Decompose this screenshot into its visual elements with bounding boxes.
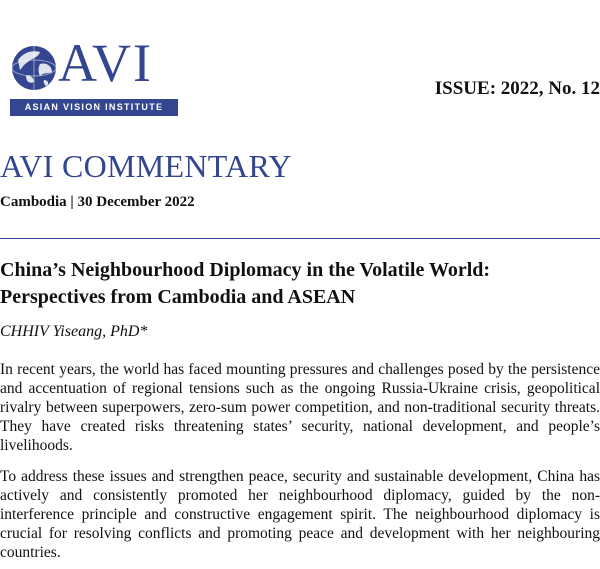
body-paragraph: To address these issues and strengthen peace, security and sustainable development, China has actively and consistently promoted her neighbourhood diplomacy, guided by the non-interference principle and constructive engagement spirit. The neighbourhood diplomacy is crucial for resolving conflicts and promoting peace and development with her neighbouring countries. (0, 468, 600, 561)
logo-letters: AVI (58, 33, 154, 93)
article-title: China’s Neighbourhood Diplomacy in the Volatile World: Perspectives from Cambodia and ASEAN (0, 259, 491, 308)
logo-banner: ASIAN VISION INSTITUTE (10, 99, 178, 116)
issue-number: ISSUE: 2022, No. 12 (434, 78, 600, 99)
header-divider (0, 238, 600, 239)
avi-logo (10, 33, 182, 118)
series-title: AVI COMMENTARY (0, 148, 292, 184)
author-byline: CHHIV Yiseang, PhD* (0, 323, 148, 340)
body-paragraph: In recent years, the world has faced mounting pressures and challenges posed by the persistence and accentuation of regional tensions such as the ongoing Russia-Ukraine crisis, geopolitical rivalry between superpowers, zero-sum power competition, and non-traditional security threats. They have created risks threatening states’ security, national development, and people’s livelihoods. (0, 361, 600, 454)
dateline: Cambodia | 30 December 2022 (0, 194, 195, 210)
